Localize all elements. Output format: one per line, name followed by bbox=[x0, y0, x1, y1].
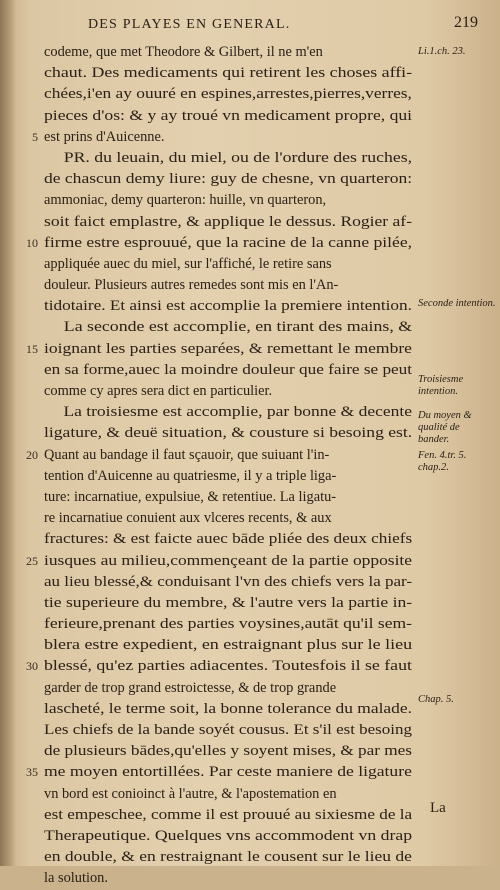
line-text: est prins d'Auicenne. bbox=[44, 128, 165, 145]
text-line bbox=[26, 233, 424, 254]
text-line bbox=[26, 656, 424, 677]
line-number: 10 bbox=[26, 235, 38, 250]
line-text: chaut. Des medicaments qui retirent les choses affi- bbox=[44, 65, 413, 82]
text-line bbox=[44, 148, 424, 169]
text-line bbox=[44, 720, 424, 741]
line-text: appliquée auec du miel, sur l'affiché, le retire sans bbox=[44, 255, 332, 272]
line-text: ammoniac, demy quarteron: huille, vn quarteron, bbox=[44, 192, 327, 209]
text-line bbox=[44, 402, 424, 423]
line-text: garder de trop grand estroictesse, & de trop grande bbox=[44, 679, 337, 696]
text-line bbox=[26, 551, 424, 572]
line-text: Les chiefs de la bande soyét cousus. Et s'il est besoing bbox=[44, 722, 412, 738]
catchword: La bbox=[430, 800, 446, 816]
text-line bbox=[44, 508, 424, 529]
margin-note-reference: Li.1.ch. 23. bbox=[418, 46, 466, 57]
line-text: en sa forme,auec la moindre douleur que faire se peut bbox=[44, 361, 413, 378]
text-line bbox=[44, 190, 424, 211]
line-text: blera estre expedient, en estraignant plus sur le lieu bbox=[44, 637, 413, 654]
text-line bbox=[44, 254, 424, 275]
line-text: tie superieure du membre, & l'autre vers la partie in- bbox=[44, 594, 413, 611]
text-line bbox=[44, 381, 424, 402]
text-line bbox=[44, 84, 424, 105]
line-text: de plusieurs bādes,qu'elles y soyent mises, & par mes bbox=[44, 743, 412, 760]
text-line bbox=[44, 317, 424, 338]
margin-note-fen: Fen. 4.tr. 5. chap.2. bbox=[418, 450, 467, 473]
line-text: Quant au bandage il faut sçauoir, que suiuant l'in- bbox=[44, 446, 330, 463]
text-line bbox=[44, 826, 424, 847]
page-header bbox=[78, 14, 478, 40]
text-line bbox=[44, 805, 424, 826]
text-line bbox=[44, 296, 424, 317]
text-line bbox=[44, 360, 424, 381]
line-text: iusques au milieu,commençeant de la partie opposite bbox=[44, 552, 412, 569]
line-text: ioignant les parties separées, & remettant le membre bbox=[44, 340, 412, 357]
text-line bbox=[26, 445, 424, 466]
text-line bbox=[44, 487, 424, 508]
line-text: lascheté, le terme soit, la bonne tolerance du malade. bbox=[44, 700, 412, 717]
line-number: 35 bbox=[26, 765, 38, 780]
line-text: ferieure,prenant des parties voysines,autāt qu'il sem- bbox=[44, 616, 413, 633]
text-line bbox=[44, 275, 424, 296]
running-head: DES PLAYES EN GENERAL. bbox=[88, 17, 291, 32]
page-number: 219 bbox=[454, 14, 478, 31]
text-line bbox=[44, 529, 424, 550]
line-text: la solution. bbox=[44, 870, 108, 887]
margin-note-chap: Chap. 5. bbox=[418, 694, 454, 705]
line-text: La seconde est accomplie, en tirant des mains, & bbox=[63, 319, 413, 336]
text-line bbox=[44, 42, 424, 63]
line-text: blessé, qu'ez parties adiacentes. Toutesfois il se faut bbox=[44, 658, 412, 675]
line-text: au lieu blessé,& conduisant l'vn des chiefs vers la par- bbox=[44, 573, 413, 590]
text-line bbox=[44, 635, 424, 656]
text-line bbox=[44, 699, 424, 720]
line-number: 5 bbox=[32, 129, 38, 144]
line-number: 15 bbox=[26, 341, 38, 356]
line-text: tidotaire. Et ainsi est accomplie la premiere intention. bbox=[44, 298, 412, 315]
line-text: ligature, & deuë situation, & cousture si besoing est. bbox=[44, 425, 413, 442]
text-line bbox=[44, 678, 424, 699]
line-text: pieces d'os: & y ay troué vn medicament propre, qui bbox=[44, 107, 413, 124]
line-number: 20 bbox=[26, 447, 38, 462]
line-number: 30 bbox=[26, 659, 38, 674]
line-text: tention d'Auicenne au quatriesme, il y a triple liga- bbox=[44, 467, 337, 484]
text-line bbox=[44, 63, 424, 84]
text-line bbox=[44, 784, 424, 805]
line-text: comme cy apres sera dict en particulier. bbox=[44, 383, 273, 399]
text-line bbox=[44, 212, 424, 233]
line-text: soit faict emplastre, & applique le dessus. Rogier af- bbox=[44, 213, 412, 230]
line-text: chées,i'en ay ouuré en espines,arrestes,pierres,verres, bbox=[44, 86, 412, 103]
margin-note-seconde: Seconde intention. bbox=[418, 298, 496, 309]
line-text: fractures: & est faicte auec bāde pliée des deux chiefs bbox=[44, 531, 413, 548]
line-text: firme estre esprouué, que la racine de la canne pilée, bbox=[44, 234, 413, 251]
line-text: est empeschee, comme il est prouué au sixiesme de la bbox=[44, 806, 413, 823]
line-text: de chascun demy liure: guy de chesne, vn quarteron: bbox=[44, 171, 413, 188]
line-text: PR. du leuain, du miel, ou de l'ordure des ruches, bbox=[63, 149, 413, 166]
line-text: me moyen entortillées. Par ceste maniere de ligature bbox=[44, 764, 412, 781]
line-text: douleur. Plusieurs autres remedes sont mis en l'An- bbox=[44, 277, 339, 294]
text-line bbox=[44, 169, 424, 190]
line-text: La troisiesme est accomplie, par bonne & decente bbox=[63, 404, 413, 421]
text-line bbox=[44, 466, 424, 487]
text-line bbox=[44, 423, 424, 444]
text-line bbox=[44, 741, 424, 762]
line-text: ture: incarnatiue, expulsiue, & retentiue. La ligatu- bbox=[44, 488, 337, 505]
text-line bbox=[44, 614, 424, 635]
line-text: codeme, que met Theodore & Gilbert, il ne m'en bbox=[44, 44, 323, 60]
text-line bbox=[44, 593, 424, 614]
body-text bbox=[26, 42, 424, 890]
text-line bbox=[44, 106, 424, 127]
line-text: Therapeutique. Quelques vns accommodent vn drap bbox=[44, 827, 413, 844]
margin-note-troisiesme: Troisiesme intention. bbox=[418, 374, 464, 397]
margin-note-du-moyen: Du moyen & qualité de bander. bbox=[418, 410, 472, 445]
line-text: en double, & en restraignant le cousent sur le lieu de bbox=[44, 849, 412, 866]
text-line bbox=[26, 762, 424, 783]
text-line bbox=[32, 127, 424, 148]
text-line bbox=[26, 339, 424, 360]
text-line bbox=[44, 572, 424, 593]
text-line bbox=[44, 847, 424, 868]
line-number: 25 bbox=[26, 553, 38, 568]
line-text: re incarnatiue conuient aux vlceres recents, & aux bbox=[44, 510, 332, 527]
text-line bbox=[44, 868, 424, 889]
line-text: vn bord est conioinct à l'autre, & l'apostemation en bbox=[44, 785, 337, 802]
page-gutter-shadow bbox=[0, 0, 16, 866]
